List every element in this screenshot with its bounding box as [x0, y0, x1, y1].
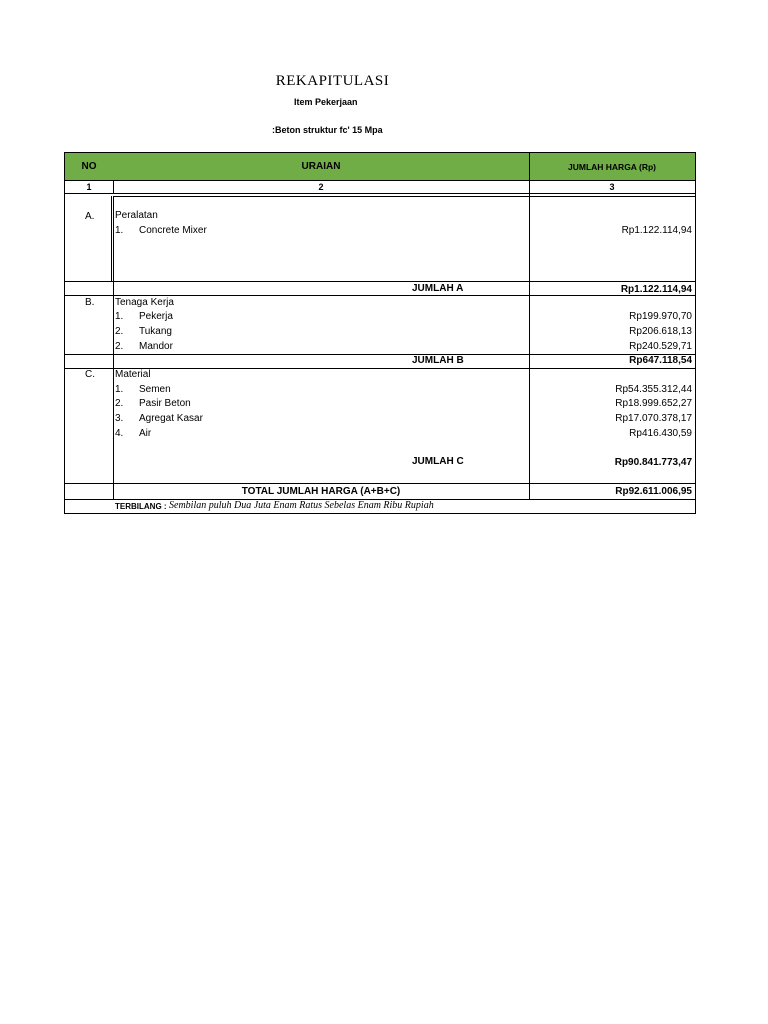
item-value: Rp54.355.312,44 [615, 384, 692, 395]
item-no: 2. [115, 326, 124, 337]
header-uraian: URAIAN [113, 153, 529, 180]
item-name: Concrete Mixer [139, 225, 207, 236]
subtotal-b-value: Rp647.118,54 [629, 355, 692, 366]
item-value: Rp17.070.378,17 [615, 413, 692, 424]
terbilang-text: Sembilan puluh Dua Juta Enam Ratus Sebelas Enam Ribu Rupiah [169, 500, 434, 511]
item-no: 3. [115, 413, 124, 424]
index-2: 2 [318, 182, 324, 192]
item-no: 1. [115, 225, 124, 236]
item-value: :Beton struktur fc' 15 Mpa [272, 125, 383, 135]
item-value: Rp18.999.652,27 [615, 398, 692, 409]
section-a-name: Peralatan [115, 210, 158, 221]
item-name: Semen [139, 384, 171, 395]
terbilang-label: TERBILANG : [115, 502, 167, 511]
item-value: Rp1.122.114,94 [621, 225, 692, 236]
item-name: Pekerja [139, 311, 173, 322]
header-harga: JUMLAH HARGA (Rp) [529, 153, 695, 180]
section-b-letter: B. [85, 297, 95, 308]
item-name: Mandor [139, 341, 173, 352]
item-no: 2. [115, 398, 124, 409]
subtotal-c-value: Rp90.841.773,47 [614, 457, 692, 468]
item-value: Rp240.529,71 [629, 341, 692, 352]
item-no: 4. [115, 428, 124, 439]
section-b-name: Tenaga Kerja [115, 297, 174, 308]
index-1: 1 [86, 182, 92, 192]
item-label: Item Pekerjaan [294, 97, 358, 107]
total-label: TOTAL JUMLAH HARGA (A+B+C) [241, 486, 401, 497]
item-value: Rp416.430,59 [629, 428, 692, 439]
item-no: 2. [115, 341, 124, 352]
page-title: REKAPITULASI [275, 73, 390, 89]
item-name: Tukang [139, 326, 172, 337]
item-value: Rp199.970,70 [629, 311, 692, 322]
index-3: 3 [609, 182, 615, 192]
subtotal-a-value: Rp1.122.114,94 [620, 284, 692, 295]
subtotal-a-label: JUMLAH A [412, 283, 464, 294]
item-no: 1. [115, 311, 124, 322]
subtotal-c-label: JUMLAH C [412, 456, 464, 467]
section-a-letter: A. [85, 211, 95, 222]
header-no: NO [65, 153, 113, 180]
total-value: Rp92.611.006,95 [615, 486, 692, 497]
item-name: Air [139, 428, 152, 439]
section-c-name: Material [115, 369, 151, 380]
item-name: Agregat Kasar [139, 413, 203, 424]
subtotal-b-label: JUMLAH B [412, 355, 464, 366]
recap-table [64, 152, 696, 514]
item-name: Pasir Beton [139, 398, 191, 409]
item-no: 1. [115, 384, 124, 395]
item-value: Rp206.618,13 [629, 326, 692, 337]
section-c-letter: C. [85, 369, 95, 380]
